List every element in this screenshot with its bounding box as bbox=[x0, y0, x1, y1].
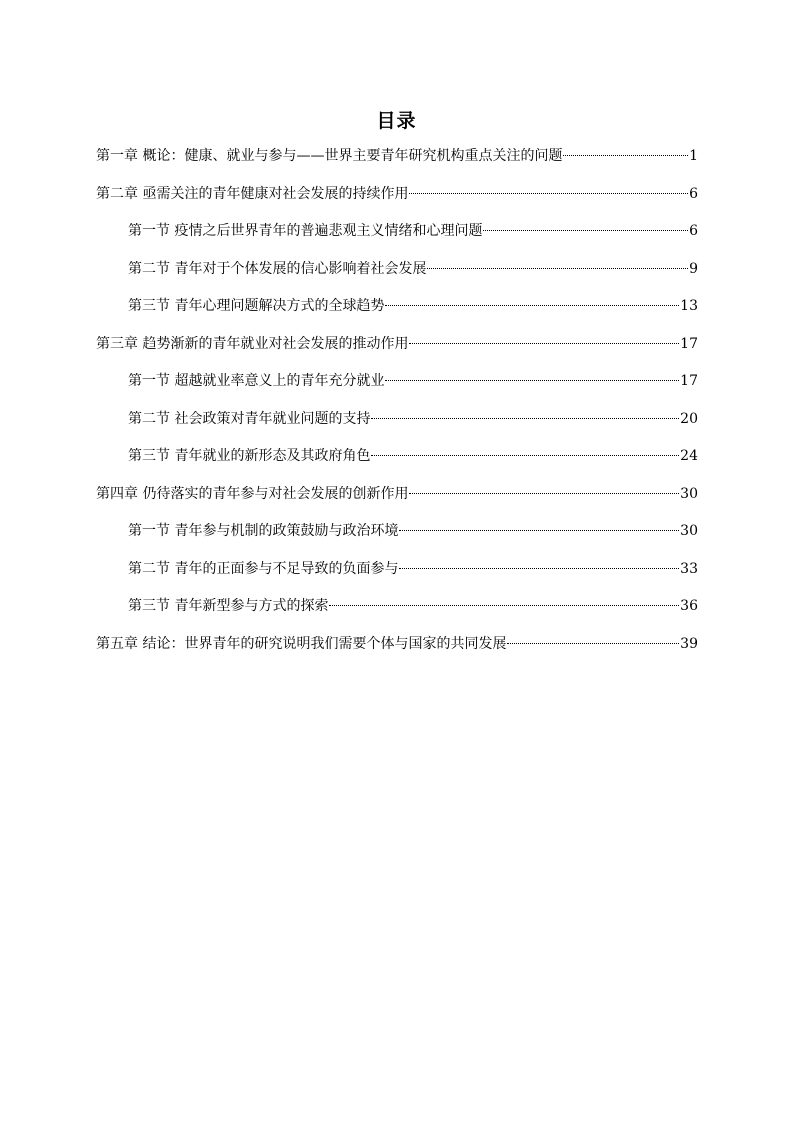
toc-section-entry[interactable] bbox=[96, 220, 698, 258]
toc-title: 目录 bbox=[376, 110, 417, 132]
toc-page-number: 17 bbox=[680, 373, 698, 389]
toc-chapter-entry[interactable] bbox=[96, 333, 698, 371]
toc-entry-title: 第三节 青年心理问题解决方式的全球趋势 bbox=[128, 298, 385, 314]
toc-dot-leader bbox=[399, 529, 679, 531]
toc-dot-leader bbox=[427, 267, 688, 269]
toc-page-number: 6 bbox=[689, 185, 698, 202]
toc-page-number: 30 bbox=[680, 523, 698, 539]
toc-dot-leader bbox=[399, 567, 679, 569]
toc-section-entry[interactable] bbox=[96, 520, 698, 558]
toc-page-number: 1 bbox=[689, 148, 698, 164]
toc-page-number: 17 bbox=[680, 335, 698, 352]
toc-dot-leader bbox=[371, 417, 679, 419]
toc-section-entry[interactable] bbox=[96, 258, 698, 296]
toc-dot-leader bbox=[409, 492, 679, 494]
toc-entry-title: 第二节 社会政策对青年就业问题的支持 bbox=[128, 410, 371, 427]
toc-entry-title: 第二节 青年的正面参与不足导致的负面参与 bbox=[128, 560, 399, 577]
toc-entry-title: 第三章 趋势渐新的青年就业对社会发展的推动作用 bbox=[96, 335, 409, 352]
toc-dot-leader bbox=[329, 604, 679, 606]
toc-dot-leader bbox=[371, 454, 679, 456]
toc-page-number: 20 bbox=[680, 410, 698, 427]
toc-dot-leader bbox=[409, 192, 688, 194]
toc-entry-title: 第四章 仍待落实的青年参与对社会发展的创新作用 bbox=[96, 485, 409, 502]
toc-page-number: 36 bbox=[680, 598, 698, 614]
toc-entry-title: 第二节 青年对于个体发展的信心影响着社会发展 bbox=[128, 260, 427, 277]
toc-dot-leader bbox=[507, 642, 679, 644]
toc-dot-leader bbox=[483, 229, 688, 231]
toc-entry-title: 第三节 青年新型参与方式的探索 bbox=[128, 598, 329, 614]
toc-entry-title: 第五章 结论：世界青年的研究说明我们需要个体与国家的共同发展 bbox=[96, 635, 507, 652]
toc-page-number: 9 bbox=[689, 260, 698, 277]
toc-page-number: 13 bbox=[680, 298, 698, 314]
toc-dot-leader bbox=[409, 342, 679, 344]
toc-entry-title: 第三节 青年就业的新形态及其政府角色 bbox=[128, 448, 371, 464]
toc-page-number: 6 bbox=[689, 223, 698, 239]
toc-page-number: 24 bbox=[680, 448, 698, 464]
toc-entry-title: 第一节 超越就业率意义上的青年充分就业 bbox=[128, 373, 385, 389]
toc-section-entry[interactable] bbox=[96, 595, 698, 633]
toc-list bbox=[96, 145, 698, 670]
toc-chapter-entry[interactable] bbox=[96, 183, 698, 221]
toc-section-entry[interactable] bbox=[96, 558, 698, 596]
toc-chapter-entry[interactable] bbox=[96, 633, 698, 671]
toc-section-entry[interactable] bbox=[96, 408, 698, 446]
toc-entry-title: 第一节 青年参与机制的政策鼓励与政治环境 bbox=[128, 523, 399, 539]
toc-dot-leader bbox=[385, 379, 679, 381]
toc-section-entry[interactable] bbox=[96, 370, 698, 408]
toc-chapter-entry[interactable] bbox=[96, 483, 698, 521]
toc-section-entry[interactable] bbox=[96, 295, 698, 333]
toc-entry-title: 第二章 亟需关注的青年健康对社会发展的持续作用 bbox=[96, 185, 409, 202]
toc-section-entry[interactable] bbox=[96, 445, 698, 483]
toc-entry-title: 第一章 概论：健康、就业与参与——世界主要青年研究机构重点关注的问题 bbox=[96, 148, 563, 164]
toc-entry-title: 第一节 疫情之后世界青年的普遍悲观主义情绪和心理问题 bbox=[128, 223, 483, 239]
toc-dot-leader bbox=[385, 304, 679, 306]
toc-page-number: 33 bbox=[680, 560, 698, 577]
toc-dot-leader bbox=[563, 154, 688, 156]
toc-page-number: 39 bbox=[680, 635, 698, 652]
toc-page-number: 30 bbox=[680, 485, 698, 502]
toc-chapter-entry[interactable] bbox=[96, 145, 698, 183]
